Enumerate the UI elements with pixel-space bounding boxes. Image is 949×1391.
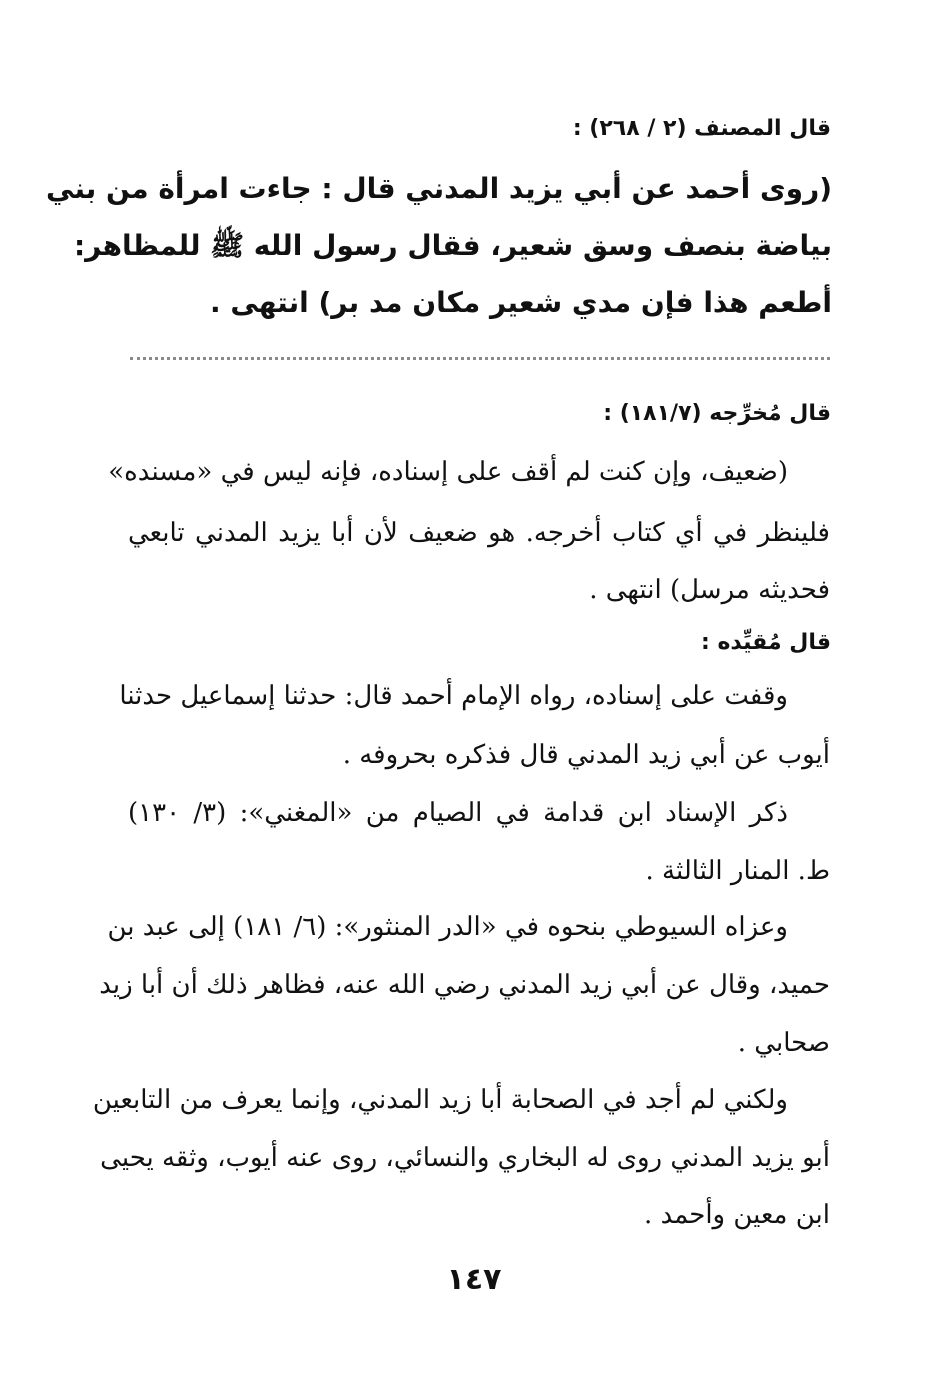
muqayyid-p4-line-3: ابن معين وأحمد .	[644, 1200, 830, 1230]
takhrij-line-2: فلينظر في أي كتاب أخرجه. هو ضعيف لأن أبا يزيد المدني تابعي	[128, 518, 830, 548]
muqayyid-p4-line-2: أبو يزيد المدني روى له البخاري والنسائي، روى عنه أيوب، وثقه يحيى	[100, 1143, 830, 1173]
muqayyid-p3-line-3: صحابي .	[737, 1028, 830, 1058]
takhrij-heading: قال مُخرِّجه (١٨١/٧) :	[603, 401, 831, 426]
muqayyid-p4-line-1: ولكني لم أجد في الصحابة أبا زيد المدني، وإنما يعرف من التابعين	[92, 1085, 788, 1115]
muqayyid-p2-line-2: ط. المنار الثالثة .	[645, 856, 830, 886]
muqayyid-p3-line-1: وعزاه السيوطي بنحوه في «الدر المنثور»: (٦/ ١٨١) إلى عبد بن	[107, 912, 788, 942]
author-quote-line-3: أطعم هذا فإن مدي شعير مكان مد بر) انتهى .	[209, 286, 832, 319]
muqayyid-p1-line-2: أيوب عن أبي زيد المدني قال فذكره بحروفه .	[342, 740, 830, 770]
takhrij-line-3: فحديثه مرسل) انتهى .	[589, 575, 830, 605]
page-number: ١٤٧	[446, 1262, 502, 1297]
author-quote-line-2: بياضة بنصف وسق شعير، فقال رسول الله ﷺ للمظاهر:	[73, 229, 832, 262]
muqayyid-p2-line-1: ذكر الإسناد ابن قدامة في الصيام من «المغني»: (٣/ ١٣٠)	[128, 798, 788, 828]
section-divider	[130, 357, 830, 360]
author-quote-line-1: (روى أحمد عن أبي يزيد المدني قال : جاءت امرأة من بني	[46, 172, 832, 205]
takhrij-line-1: (ضعيف، وإن كنت لم أقف على إسناده، فإنه ليس في «مسنده»	[108, 457, 788, 487]
muqayyid-heading: قال مُقيِّده :	[700, 630, 831, 655]
muqayyid-p3-line-2: حميد، وقال عن أبي زيد المدني رضي الله عنه، فظاهر ذلك أن أبا زيد	[99, 970, 830, 1000]
author-heading: قال المصنف (٢ / ٢٦٨) :	[572, 116, 831, 141]
muqayyid-p1-line-1: وقفت على إسناده، رواه الإمام أحمد قال: حدثنا إسماعيل حدثنا	[119, 681, 788, 711]
